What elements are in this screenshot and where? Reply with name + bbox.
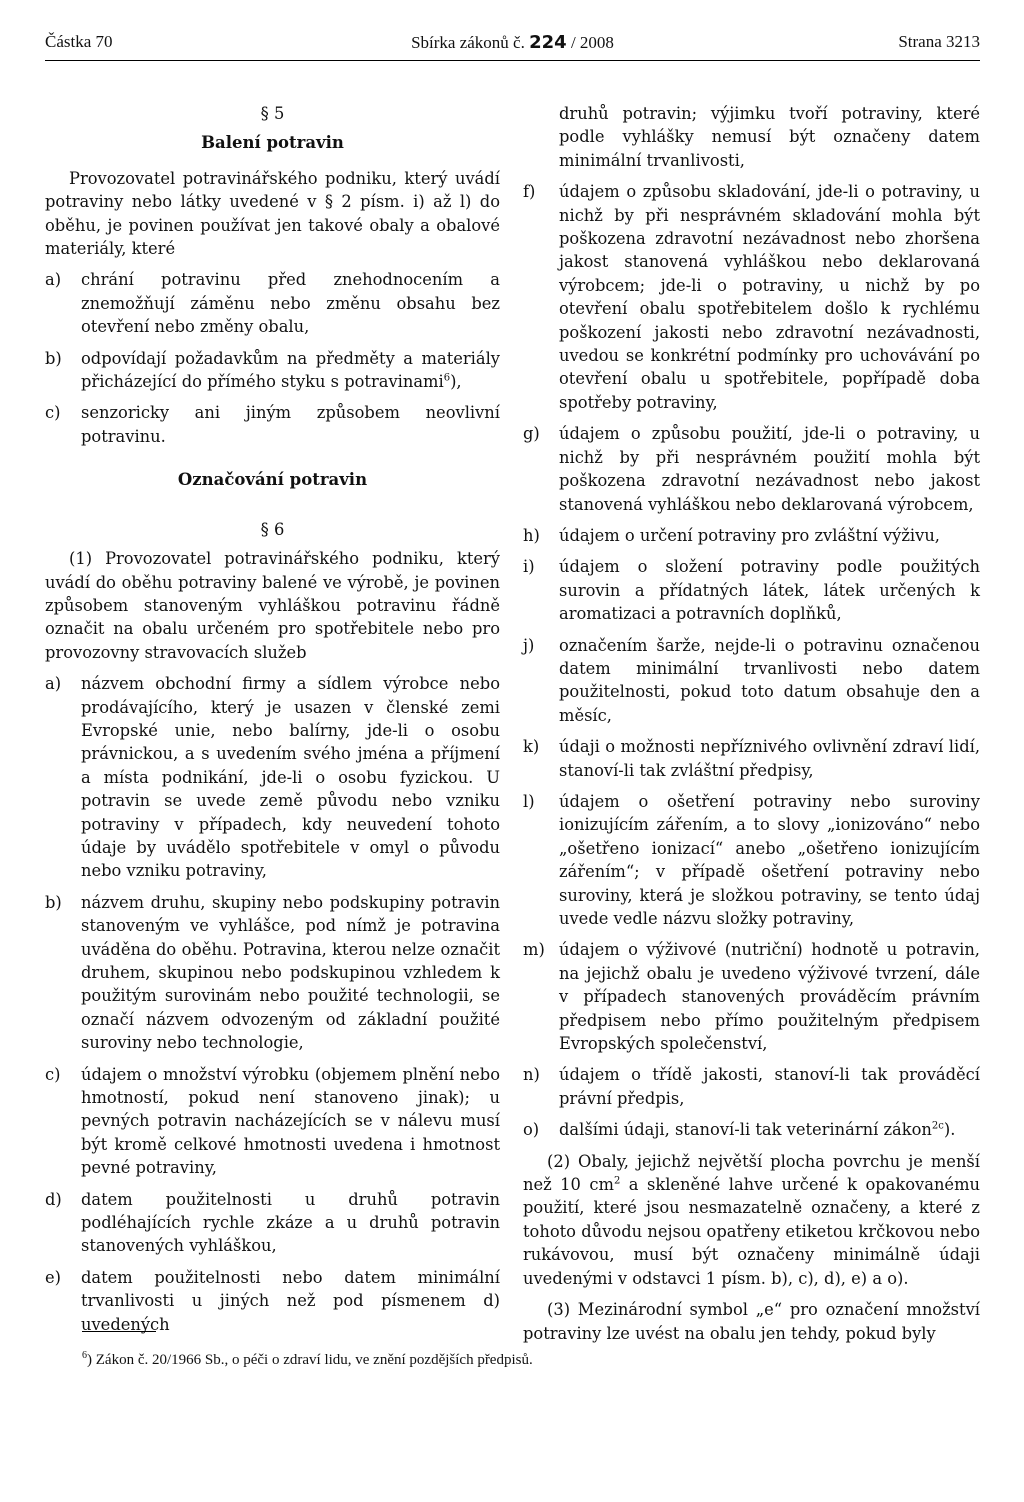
list-item-text: údajem o způsobu použití, jde-li o potraviny, u nichž by při nesprávném použití mohla být poškozena zdravotní nezávadnost nebo jakost stanovená vyhláškou nebo deklarovaná výrobcem, [559,424,980,514]
header-divider [45,60,980,61]
list-item-text: údajem o ošetření potraviny nebo suroviny ionizujícím zářením, a to slovy „ionizováno“ nebo „ošetřeno ionizací“ anebo „ošetřeno ionizujícím zářením“; v případě ošetření potraviny nebo suroviny, která je složkou potraviny, se tento údaj uvede vedle názvu složky potraviny, [559,791,980,928]
list-item-label: l) [523,791,535,811]
header-issue: Částka 70 [45,32,113,51]
list-item-text-end: ), [450,372,462,392]
list-item-label: o) [523,1120,540,1140]
footnote [82,1352,982,1369]
list-item [523,1063,980,1110]
right-column [523,102,980,1353]
list-item [45,1266,500,1336]
list-item-text: datem použitelnosti nebo datem minimální trvanlivosti u jiných než pod písmenem d) uvedených [81,1267,500,1334]
page-header [45,32,980,58]
list-item-text-end: ). [943,1120,956,1140]
list-item-text: názvem obchodní firmy a sídlem výrobce nebo prodávajícího, který je usazen v členské zemi Evropské unie, nebo balírny, jde-li o osobu právnickou, a s uvedením svého jména a příjmení a místa podnikání, jde-li o osobu fyzickou. U potravin se uvede země původu nebo vzniku potraviny v případech, kdy neuvedení tohoto údaje by uvádělo spotřebitele v omyl o původu nebo vzniku potraviny, [81,674,500,881]
list-item-text: údaji o možnosti nepříznivého ovlivnění zdraví lidí, stanoví-li tak zvláštní předpisy, [559,737,980,780]
list-item-label: i) [523,557,535,577]
list-item [523,524,980,547]
list-item-label: c) [45,1064,61,1084]
list-item-text: názvem druhu, skupiny nebo podskupiny potravin stanoveným ve vyhlášce, pod nímž je potravina uváděna do oběhu. Potravina, kterou nelze označit druhem, skupinou nebo podskupinou vzhledem k použitým surovinám nebo použité technologii, se označí názvem odvozeným od základní použité suroviny nebo technologie, [81,892,500,1053]
list-item [523,938,980,1055]
list-item-text: odpovídají požadavkům na předměty a materiály přicházející do přímého styku s potravinami [81,348,500,392]
list-item-label: m) [523,940,545,960]
list-item-text: údajem o způsobu skladování, jde-li o potraviny, u nichž by při nesprávném skladování mohla být poškozena zdravotní nezávadnost nebo zhoršena jakost stanovená vyhláškou nebo deklarovaná výrobcem; jde-li o potraviny, u nichž by po otevření obalu spotřebitelem došlo k rychlému poškození jakosti nebo zdravotní nezávadnosti, uvedou se konkrétní podmínky pro uchovávání po otevření obalu u spotřebitele, popřípadě doba spotřeby potraviny, [559,182,980,412]
list-item-label: j) [523,635,535,655]
list-item [523,180,980,414]
header-collection [45,32,980,53]
list-item-text: údajem o výživové (nutriční) hodnotě u potravin, na jejichž obalu je uvedeno výživové tvrzení, dále v případech stanovených prováděcím právním předpisem nebo přímo použitelným předpisem Evropských společenství, [559,940,980,1054]
unit-superscript: 2 [613,1175,621,1187]
list-item [45,1188,500,1258]
list-item-label: h) [523,525,540,545]
footnote-text: ) Zákon č. 20/1966 Sb., o péči o zdraví lidu, ve znění pozdějších předpisů. [87,1352,533,1368]
list-item [45,268,500,338]
list-item-label: b) [45,892,62,912]
list-item-text: chrání potravinu před znehodnocením a znemožňují záměnu nebo změnu obsahu bez otevření nebo změny obalu, [81,270,500,337]
list-item-continuation: druhů potravin; výjimku tvoří potraviny, které podle vyhlášky nemusí být označeny datem minimální trvanlivosti, [559,104,980,170]
header-law-number: 224 [529,32,567,53]
left-column [45,102,500,1344]
list-item-label: d) [45,1189,62,1209]
list-item-text: údajem o množství výrobku (objemem plnění nebo hmotností, pokud není stanoveno jinak); u pevných potravin nacházejících se v nálevu musí být kromě celkové hmotnosti uvedena i hmotnost pevné potraviny, [81,1064,500,1178]
list-item [45,672,500,883]
list-item [523,735,980,782]
list-item-label: f) [523,182,536,202]
list-item [523,1118,980,1141]
list-item-label: a) [45,270,62,290]
list-item [523,555,980,625]
list-item-text: datem použitelnosti u druhů potravin podléhajících rychle zkáze a u druhů potravin stanovených vyhláškou, [81,1189,500,1256]
section-heading-labeling: Označování potravin [177,470,368,490]
list-item [523,790,980,930]
footnote-mark: 6 [82,1350,87,1361]
footnote-reference: 6 [443,372,451,384]
list-item-text: údajem o třídě jakosti, stanoví-li tak prováděcí právní předpis, [559,1065,980,1108]
list-item-label: c) [45,403,61,423]
paragraph-1: (1) Provozovatel potravinářského podniku, který uvádí do oběhu potraviny balené ve výrobě, je povinen způsobem stanoveným vyhláškou potravinu řádně označit na obalu určeném pro spotřebitele nebo pro provozovny stravovacích služeb [45,549,500,662]
list-item-label: g) [523,424,540,444]
list-item [523,422,980,516]
section-5-intro: Provozovatel potravinářského podniku, který uvádí potraviny nebo látky uvedené v § 2 písm. i) až l) do oběhu, je povinen používat jen takové obaly a obalové materiály, které [45,168,500,259]
list-item-text: údajem o složení potraviny podle použitých surovin a přídatných látek, látek určených k aromatizaci a potravních doplňků, [559,557,980,624]
header-page-number: Strana 3213 [898,32,980,51]
list-item-label: b) [45,348,62,368]
footnote-reference: 2c [931,1120,944,1132]
list-item [45,347,500,394]
list-item-label: n) [523,1065,540,1085]
header-year: / 2008 [570,33,614,52]
list-item-label: a) [45,674,62,694]
list-item-text: dalšími údaji, stanoví-li tak veterinární zákon [559,1120,932,1140]
header-collection-prefix: Sbírka zákonů č. [411,33,525,52]
footnote-divider [82,1331,156,1332]
paragraph-2-text-end: a skleněné lahve určené k opakovanému použití, které jsou nesmazatelně označeny, a které z tohoto důvodu nejsou opatřeny etiketou krčkovou nebo rukávovou, musí být označeny minimálně údaji uvedenými v odstavci 1 písm. b), c), d), e) a o). [523,1175,980,1288]
section-sign-5: § 5 [260,104,285,123]
list-item-text: senzoricky ani jiným způsobem neovlivní potravinu. [81,403,500,446]
list-item-label: e) [45,1267,61,1287]
paragraph-2-text-start: (2) Obaly, jejichž největší plocha povrchu je menší než 10 cm [523,1151,980,1195]
section-5-title: Balení potravin [201,133,344,153]
paragraph-2 [523,1150,980,1290]
list-item-text: označením šarže, nejde-li o potravinu označenou datem minimální trvanlivosti nebo datem použitelnosti, pokud toto datum obsahuje den a měsíc, [559,635,980,725]
list-item-text: údajem o určení potraviny pro zvláštní výživu, [559,525,940,545]
list-item [45,891,500,1055]
list-item-label: k) [523,737,540,757]
list-item [45,401,500,448]
list-item [523,634,980,728]
section-sign-6: § 6 [260,519,285,539]
paragraph-3: (3) Mezinárodní symbol „e“ pro označení množství potraviny lze uvést na obalu jen tehdy, pokud byly [523,1300,980,1343]
list-item [45,1063,500,1180]
